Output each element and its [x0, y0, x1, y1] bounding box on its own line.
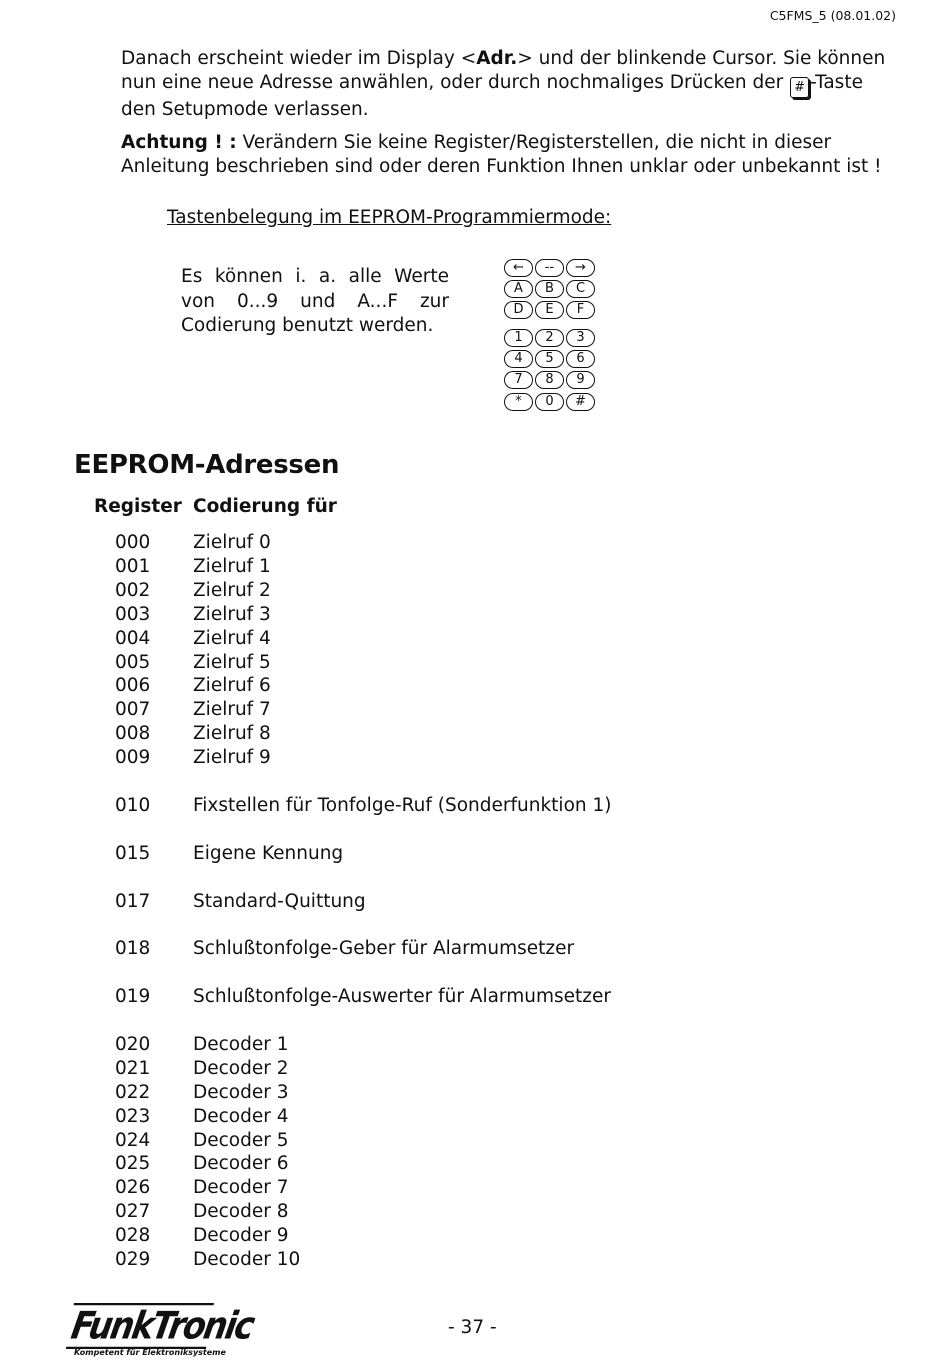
logo-tagline: Kompetent für Elektroniksysteme	[74, 1348, 226, 1357]
keypad-key: 7	[504, 371, 533, 389]
register-description: Decoder 1	[193, 1033, 289, 1055]
register-number: 003	[115, 603, 151, 625]
register-description: Zielruf 8	[193, 723, 271, 745]
register-description: Zielruf 6	[193, 675, 271, 697]
keypad-key: 6	[566, 350, 595, 368]
keypad-key: 0	[535, 393, 564, 411]
keypad-key: *	[504, 393, 533, 411]
intro-text-2: > und der blinkende Cursor. Sie können nun eine neue Adresse anwählen, oder durch nochmaliges Drücken der	[121, 48, 886, 93]
register-description: Schlußtonfolge-Geber für Alarmumsetzer	[193, 938, 575, 960]
register-description: Zielruf 7	[193, 699, 271, 721]
register-number: 004	[115, 627, 151, 649]
keypad-key: 9	[566, 371, 595, 389]
keypad-key: #	[566, 393, 595, 411]
register-description: Zielruf 5	[193, 651, 271, 673]
register-number: 009	[115, 747, 151, 769]
register-description: Decoder 8	[193, 1201, 289, 1223]
register-number: 029	[115, 1249, 151, 1270]
register-number: 006	[115, 675, 151, 697]
intro-paragraph	[121, 47, 899, 122]
keypad-key: E	[535, 301, 564, 319]
keypad-key: 4	[504, 350, 533, 368]
page-number: - 37 -	[448, 1317, 497, 1338]
keypad-key: A	[504, 280, 533, 298]
register-description: Zielruf 2	[193, 579, 271, 601]
register-number: 015	[115, 842, 151, 864]
intro-text-1: Danach erscheint wieder im Display <	[121, 48, 477, 69]
register-description: Decoder 2	[193, 1057, 289, 1079]
register-number: 007	[115, 699, 151, 721]
keypad-key: 8	[535, 371, 564, 389]
register-number: 028	[115, 1225, 151, 1247]
display-label: Adr.	[476, 48, 518, 69]
register-description: Decoder 6	[193, 1153, 289, 1175]
keypad-diagram	[502, 259, 598, 415]
logo-wordmark: FunkTronic	[66, 1303, 214, 1349]
keypad-key: F	[566, 301, 595, 319]
register-description: Decoder 10	[193, 1249, 301, 1270]
register-number: 025	[115, 1153, 151, 1175]
register-description: Zielruf 1	[193, 555, 271, 577]
register-description: Zielruf 3	[193, 603, 271, 625]
register-number: 020	[115, 1033, 151, 1055]
keypad-key: 3	[566, 329, 595, 347]
register-number: 005	[115, 651, 151, 673]
keypad-key: --	[535, 259, 564, 277]
register-number: 023	[115, 1105, 151, 1127]
register-description: Decoder 3	[193, 1081, 289, 1103]
register-number: 010	[115, 794, 151, 816]
register-number: 002	[115, 579, 151, 601]
keypad-key: 5	[535, 350, 564, 368]
column-header-coding: Codierung für	[193, 496, 337, 517]
register-number: 021	[115, 1057, 151, 1079]
register-number: 017	[115, 890, 151, 912]
key-assignment-heading: Tastenbelegung im EEPROM-Programmiermode:	[167, 207, 612, 228]
register-description: Zielruf 4	[193, 627, 271, 649]
keypad-key: C	[566, 280, 595, 298]
register-description: Standard-Quittung	[193, 890, 366, 912]
keypad-key: 2	[535, 329, 564, 347]
register-number: 008	[115, 723, 151, 745]
keypad-key: B	[535, 280, 564, 298]
register-number: 024	[115, 1129, 151, 1151]
warning-text: Verändern Sie keine Register/Registerstellen, die nicht in dieser Anleitung beschrieben sind oder deren Funktion Ihnen unklar oder unbekannt ist !	[121, 132, 882, 177]
register-description: Decoder 4	[193, 1105, 289, 1127]
register-number: 026	[115, 1177, 151, 1199]
hash-key-icon: #	[790, 77, 809, 98]
key-assignment-note: Es können i. a. alle Werte von 0...9 und A...F zur Codierung benutzt werden.	[181, 266, 449, 336]
register-number: 000	[115, 532, 151, 553]
register-description: Decoder 9	[193, 1225, 289, 1247]
keypad-key: →	[566, 259, 595, 277]
keypad-key: ←	[504, 259, 533, 277]
register-number: 018	[115, 938, 151, 960]
keypad-key: D	[504, 301, 533, 319]
funktronic-logo	[68, 1303, 257, 1357]
register-description: Schlußtonfolge-Auswerter für Alarmumsetzer	[193, 986, 611, 1008]
intro-text-3: -Taste den Setupmode verlassen.	[121, 72, 863, 120]
register-number: 027	[115, 1201, 151, 1223]
register-description: Decoder 5	[193, 1129, 289, 1151]
column-header-register: Register	[94, 496, 182, 517]
document-id: C5FMS_5 (08.01.02)	[769, 8, 896, 23]
keypad-key: 1	[504, 329, 533, 347]
warning-label: Achtung ! :	[121, 132, 237, 153]
warning-paragraph	[121, 131, 899, 179]
register-description: Eigene Kennung	[193, 842, 344, 864]
register-description: Decoder 7	[193, 1177, 289, 1199]
register-description: Fixstellen für Tonfolge-Ruf (Sonderfunktion 1)	[193, 794, 612, 816]
register-number: 001	[115, 555, 151, 577]
register-number: 022	[115, 1081, 151, 1103]
register-number: 019	[115, 986, 151, 1008]
register-description: Zielruf 0	[193, 532, 271, 553]
register-description: Zielruf 9	[193, 747, 271, 769]
section-title: EEPROM-Adressen	[74, 450, 340, 480]
